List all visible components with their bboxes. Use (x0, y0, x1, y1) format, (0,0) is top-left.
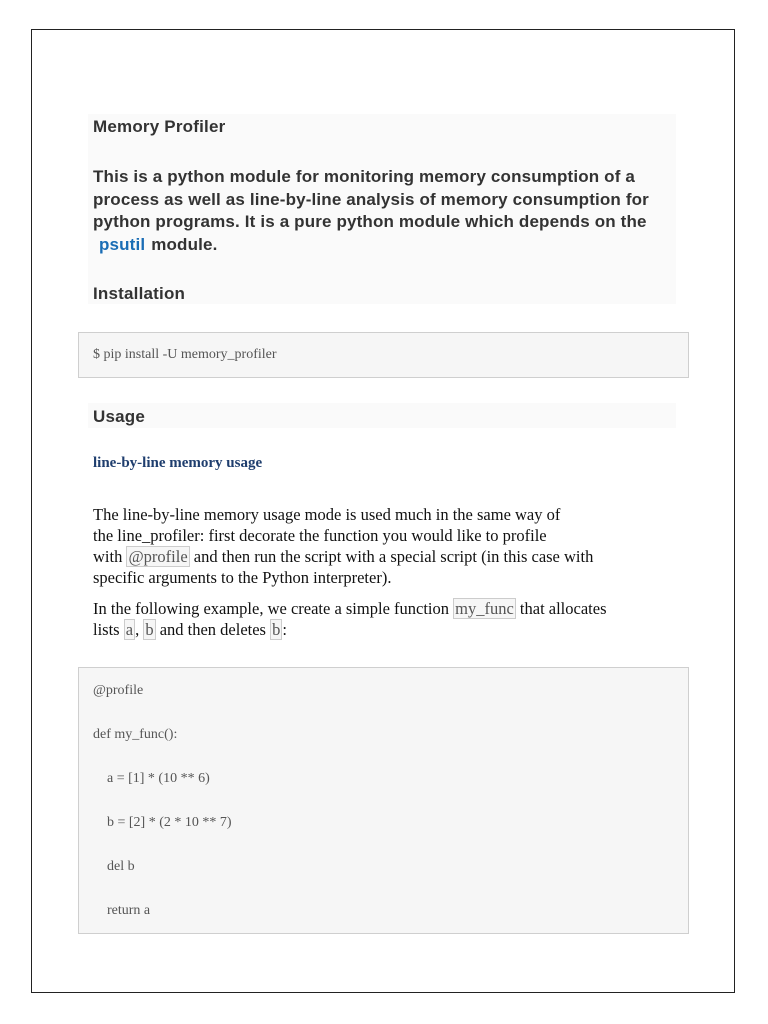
var-b-inline-code: b (145, 620, 154, 639)
install-command: $ pip install -U memory_profiler (93, 347, 277, 362)
example-code-block (78, 667, 689, 934)
my-func-inline-code: my_func (455, 599, 514, 618)
para2-text-mid: and then deletes (159, 620, 266, 639)
profile-inline-code: @profile (128, 547, 188, 566)
para1-line3 (93, 546, 683, 567)
para2-lists-word: lists (93, 620, 120, 639)
usage-paragraph-2 (93, 598, 683, 640)
page-title: Memory Profiler (93, 117, 226, 136)
code-line: del b (93, 859, 135, 874)
para2-line2 (93, 619, 683, 640)
code-line: def my_func(): (93, 727, 178, 742)
intro-text: This is a python module for monitoring memory consumption of a process as well as line-by-line analysis of memory consumption for python programs. It is a pure python module which depends on the (93, 167, 649, 231)
psutil-link[interactable]: psutil (99, 234, 146, 254)
var-b2-inline-code: b (272, 620, 281, 639)
code-line: b = [2] * (2 * 10 ** 7) (93, 815, 232, 830)
intro-text-end: module. (151, 234, 218, 254)
code-line: a = [1] * (10 ** 6) (93, 771, 210, 786)
installation-heading: Installation (93, 284, 186, 303)
para2-colon: : (282, 620, 287, 639)
para2-comma: , (135, 620, 140, 639)
install-code-block (78, 332, 689, 378)
para1-line1: The line-by-line memory usage mode is used much in the same way of (93, 505, 561, 524)
intro-paragraph (93, 166, 663, 256)
usage-heading: Usage (93, 407, 146, 426)
para1-line2: the line_profiler: first decorate the function you would like to profile (93, 526, 547, 545)
usage-paragraph-1 (93, 504, 683, 588)
usage-band (88, 403, 676, 428)
para1-text: with (93, 547, 123, 566)
var-a-inline-code: a (125, 620, 134, 639)
code-line: @profile (93, 683, 144, 698)
para1-line4: specific arguments to the Python interpreter). (93, 568, 392, 587)
para1-text-after: and then run the script with a special script (in this case with (193, 547, 594, 566)
para2-text-after: that allocates (519, 599, 607, 618)
line-by-line-subheading: line-by-line memory usage (93, 455, 263, 471)
para2-text: In the following example, we create a simple function (93, 599, 449, 618)
para2-line1 (93, 598, 683, 619)
code-line: return a (93, 903, 151, 918)
